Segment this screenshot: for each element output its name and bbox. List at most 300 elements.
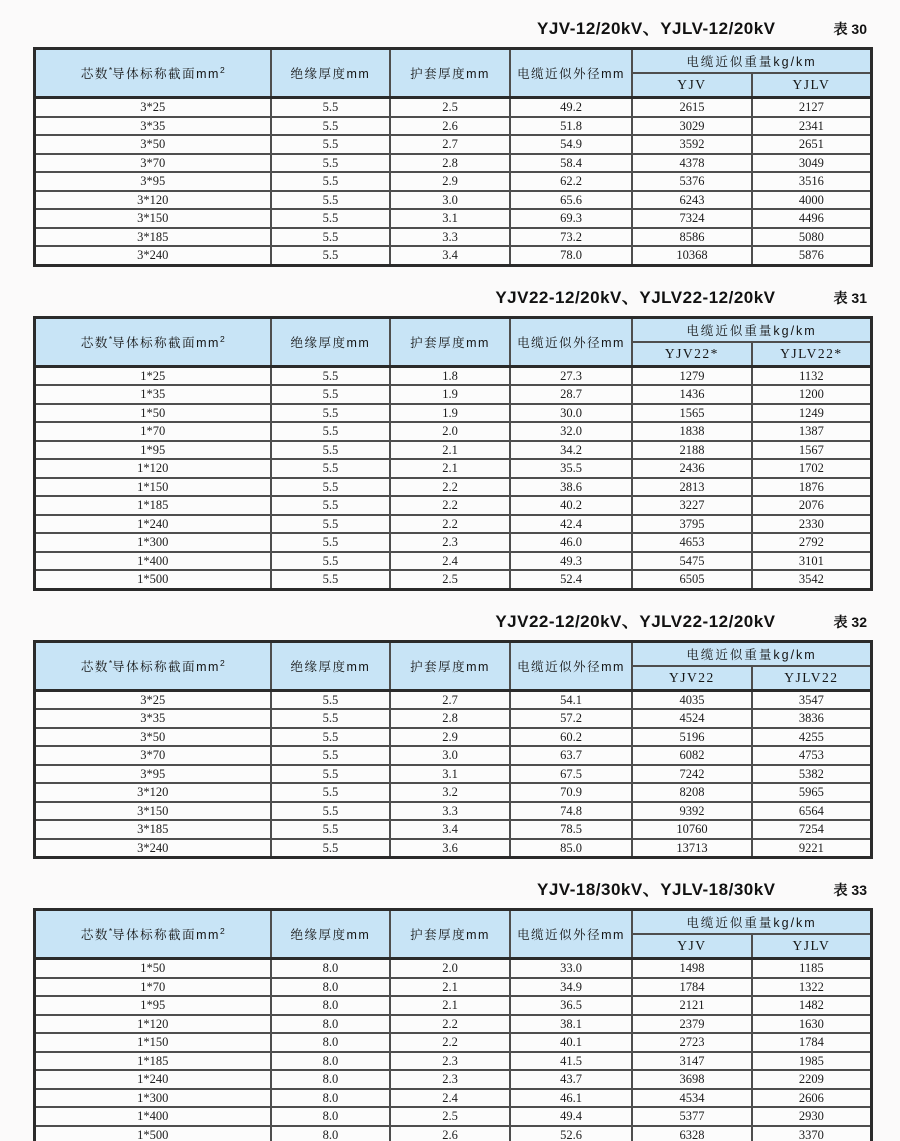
table-row bbox=[35, 117, 872, 136]
cell: 2606 bbox=[752, 1089, 872, 1108]
cell: 2188 bbox=[632, 441, 752, 460]
cell: 1630 bbox=[752, 1015, 872, 1034]
cell: 1567 bbox=[752, 441, 872, 460]
cell: 8.0 bbox=[271, 1070, 391, 1089]
col-header-approx-diameter: 电缆近似外径mm bbox=[510, 910, 632, 959]
table-section-33 bbox=[33, 875, 873, 1141]
cell: 5.5 bbox=[271, 839, 391, 858]
cell: 3227 bbox=[632, 496, 752, 515]
table-row bbox=[35, 246, 872, 265]
cell: 52.6 bbox=[510, 1126, 632, 1141]
cell: 54.1 bbox=[510, 690, 632, 709]
cell: 5.5 bbox=[271, 570, 391, 589]
table-title: YJV22-12/20kV、YJLV22-12/20kV bbox=[495, 611, 776, 631]
table-row bbox=[35, 172, 872, 191]
table-row bbox=[35, 496, 872, 515]
cell: 5.5 bbox=[271, 459, 391, 478]
core-section-superscript: 2 bbox=[219, 925, 225, 936]
cell: 3*25 bbox=[35, 690, 271, 709]
cell: 2.5 bbox=[390, 1107, 510, 1126]
cell: 2.0 bbox=[390, 422, 510, 441]
table-section-30 bbox=[33, 14, 873, 267]
col-header-sheath-thickness: 护套厚度mm bbox=[390, 49, 510, 98]
table-row bbox=[35, 404, 872, 423]
col-header-insulation-thickness: 绝缘厚度mm bbox=[271, 910, 391, 959]
cell: 3*240 bbox=[35, 246, 271, 265]
cell: 1498 bbox=[632, 959, 752, 978]
cell: 3.1 bbox=[390, 209, 510, 228]
cell: 4534 bbox=[632, 1089, 752, 1108]
cell: 5.5 bbox=[271, 422, 391, 441]
col-header-weight-type-right: YJLV bbox=[752, 73, 872, 98]
cell: 70.9 bbox=[510, 783, 632, 802]
cell: 3*50 bbox=[35, 135, 271, 154]
table-row bbox=[35, 459, 872, 478]
cell: 1*95 bbox=[35, 441, 271, 460]
cell: 4524 bbox=[632, 709, 752, 728]
cell: 3.3 bbox=[390, 228, 510, 247]
core-section-asterisk: * bbox=[108, 333, 113, 344]
cell: 2.3 bbox=[390, 533, 510, 552]
col-header-core-section bbox=[35, 317, 271, 366]
cell: 5.5 bbox=[271, 746, 391, 765]
cable-spec-table bbox=[33, 908, 873, 1141]
cable-spec-table bbox=[33, 316, 873, 591]
cell: 3*150 bbox=[35, 209, 271, 228]
cell: 3516 bbox=[752, 172, 872, 191]
cell: 2813 bbox=[632, 478, 752, 497]
cell: 7242 bbox=[632, 765, 752, 784]
cell: 9221 bbox=[752, 839, 872, 858]
cell: 2.4 bbox=[390, 1089, 510, 1108]
cell: 10368 bbox=[632, 246, 752, 265]
cell: 3836 bbox=[752, 709, 872, 728]
cell: 4653 bbox=[632, 533, 752, 552]
table-row bbox=[35, 783, 872, 802]
table-row bbox=[35, 98, 872, 117]
cell: 4000 bbox=[752, 191, 872, 210]
table-row bbox=[35, 570, 872, 589]
table-row bbox=[35, 478, 872, 497]
cell: 2.5 bbox=[390, 570, 510, 589]
cell: 5376 bbox=[632, 172, 752, 191]
col-header-approx-diameter: 电缆近似外径mm bbox=[510, 49, 632, 98]
cell: 8.0 bbox=[271, 1089, 391, 1108]
table-title-row bbox=[33, 607, 873, 633]
cell: 5.5 bbox=[271, 709, 391, 728]
cell: 5.5 bbox=[271, 404, 391, 423]
cell: 5.5 bbox=[271, 478, 391, 497]
cell: 8.0 bbox=[271, 1052, 391, 1071]
cell: 3*120 bbox=[35, 191, 271, 210]
cell: 1*500 bbox=[35, 1126, 271, 1141]
cell: 1*120 bbox=[35, 1015, 271, 1034]
cell: 1436 bbox=[632, 385, 752, 404]
cell: 34.9 bbox=[510, 978, 632, 997]
cell: 3.6 bbox=[390, 839, 510, 858]
table-title-row bbox=[33, 14, 873, 40]
cell: 3147 bbox=[632, 1052, 752, 1071]
cell: 1*70 bbox=[35, 978, 271, 997]
cell: 2.6 bbox=[390, 1126, 510, 1141]
cell: 2.5 bbox=[390, 98, 510, 117]
cell: 1985 bbox=[752, 1052, 872, 1071]
cell: 42.4 bbox=[510, 515, 632, 534]
cell: 3542 bbox=[752, 570, 872, 589]
col-header-weight-type-left: YJV bbox=[632, 73, 752, 98]
cell: 1*50 bbox=[35, 959, 271, 978]
cell: 3*50 bbox=[35, 728, 271, 747]
cell: 1702 bbox=[752, 459, 872, 478]
table-row bbox=[35, 366, 872, 385]
cell: 5.5 bbox=[271, 117, 391, 136]
cell: 5.5 bbox=[271, 246, 391, 265]
cell: 1*400 bbox=[35, 1107, 271, 1126]
col-header-approx-weight: 电缆近似重量kg/km bbox=[632, 49, 871, 74]
table-row bbox=[35, 135, 872, 154]
core-section-label-b: 导体标称截面mm bbox=[112, 659, 220, 674]
col-header-insulation-thickness: 绝缘厚度mm bbox=[271, 317, 391, 366]
cell: 2379 bbox=[632, 1015, 752, 1034]
cell: 2.4 bbox=[390, 552, 510, 571]
table-row bbox=[35, 385, 872, 404]
table-row bbox=[35, 1015, 872, 1034]
cell: 2651 bbox=[752, 135, 872, 154]
col-header-weight-type-right: YJLV bbox=[752, 934, 872, 959]
cell: 5.5 bbox=[271, 366, 391, 385]
cell: 3*185 bbox=[35, 820, 271, 839]
table-number-label: 表 30 bbox=[833, 21, 867, 37]
table-row bbox=[35, 728, 872, 747]
core-section-asterisk: * bbox=[108, 64, 113, 75]
cell: 5.5 bbox=[271, 209, 391, 228]
col-header-approx-diameter: 电缆近似外径mm bbox=[510, 317, 632, 366]
cell: 5.5 bbox=[271, 191, 391, 210]
cell: 27.3 bbox=[510, 366, 632, 385]
cell: 40.1 bbox=[510, 1033, 632, 1052]
cell: 69.3 bbox=[510, 209, 632, 228]
cell: 1*35 bbox=[35, 385, 271, 404]
cell: 3.3 bbox=[390, 802, 510, 821]
cell: 3.4 bbox=[390, 246, 510, 265]
cell: 3592 bbox=[632, 135, 752, 154]
cell: 5.5 bbox=[271, 765, 391, 784]
col-header-weight-type-left: YJV22* bbox=[632, 342, 752, 367]
cell: 1279 bbox=[632, 366, 752, 385]
cell: 41.5 bbox=[510, 1052, 632, 1071]
cell: 49.3 bbox=[510, 552, 632, 571]
cell: 1565 bbox=[632, 404, 752, 423]
cell: 2.7 bbox=[390, 690, 510, 709]
col-header-sheath-thickness: 护套厚度mm bbox=[390, 910, 510, 959]
cell: 1*300 bbox=[35, 1089, 271, 1108]
cell: 6243 bbox=[632, 191, 752, 210]
cell: 2.1 bbox=[390, 459, 510, 478]
cell: 5.5 bbox=[271, 515, 391, 534]
cell: 3795 bbox=[632, 515, 752, 534]
table-row bbox=[35, 533, 872, 552]
cell: 5080 bbox=[752, 228, 872, 247]
cell: 73.2 bbox=[510, 228, 632, 247]
table-row bbox=[35, 1107, 872, 1126]
cell: 5.5 bbox=[271, 135, 391, 154]
cell: 43.7 bbox=[510, 1070, 632, 1089]
cell: 49.2 bbox=[510, 98, 632, 117]
table-row bbox=[35, 959, 872, 978]
cell: 5.5 bbox=[271, 228, 391, 247]
core-section-label-a: 芯数 bbox=[80, 67, 109, 81]
core-section-label-b: 导体标称截面mm bbox=[112, 928, 220, 942]
cell: 58.4 bbox=[510, 154, 632, 173]
cell: 2.3 bbox=[390, 1052, 510, 1071]
table-row bbox=[35, 228, 872, 247]
cell: 78.0 bbox=[510, 246, 632, 265]
cell: 3.2 bbox=[390, 783, 510, 802]
cell: 38.6 bbox=[510, 478, 632, 497]
cell: 1*70 bbox=[35, 422, 271, 441]
cell: 1876 bbox=[752, 478, 872, 497]
core-section-label-b: 导体标称截面mm bbox=[112, 335, 220, 350]
cell: 3.1 bbox=[390, 765, 510, 784]
cell: 1*150 bbox=[35, 478, 271, 497]
table-title-row bbox=[33, 283, 873, 309]
cell: 52.4 bbox=[510, 570, 632, 589]
table-title: YJV-18/30kV、YJLV-18/30kV bbox=[537, 880, 776, 899]
cell: 6564 bbox=[752, 802, 872, 821]
cell: 6328 bbox=[632, 1126, 752, 1141]
cell: 7254 bbox=[752, 820, 872, 839]
cell: 3*185 bbox=[35, 228, 271, 247]
cell: 8.0 bbox=[271, 1015, 391, 1034]
cell: 8.0 bbox=[271, 1107, 391, 1126]
cell: 85.0 bbox=[510, 839, 632, 858]
table-row bbox=[35, 1070, 872, 1089]
cell: 3*95 bbox=[35, 765, 271, 784]
cell: 2341 bbox=[752, 117, 872, 136]
table-row bbox=[35, 422, 872, 441]
table-row bbox=[35, 1089, 872, 1108]
table-row bbox=[35, 978, 872, 997]
core-section-label-a: 芯数 bbox=[80, 659, 109, 674]
cell: 36.5 bbox=[510, 996, 632, 1015]
cell: 60.2 bbox=[510, 728, 632, 747]
cell: 1387 bbox=[752, 422, 872, 441]
cell: 1200 bbox=[752, 385, 872, 404]
cell: 1*185 bbox=[35, 1052, 271, 1071]
cell: 2792 bbox=[752, 533, 872, 552]
table-row bbox=[35, 1126, 872, 1141]
cell: 3*150 bbox=[35, 802, 271, 821]
cell: 54.9 bbox=[510, 135, 632, 154]
cell: 7324 bbox=[632, 209, 752, 228]
col-header-insulation-thickness: 绝缘厚度mm bbox=[271, 641, 391, 690]
table-row bbox=[35, 552, 872, 571]
table-title: YJV-12/20kV、YJLV-12/20kV bbox=[537, 19, 776, 38]
cell: 2.2 bbox=[390, 1015, 510, 1034]
col-header-approx-diameter: 电缆近似外径mm bbox=[510, 641, 632, 690]
cell: 74.8 bbox=[510, 802, 632, 821]
cell: 5.5 bbox=[271, 802, 391, 821]
cell: 4496 bbox=[752, 209, 872, 228]
col-header-approx-weight: 电缆近似重量kg/km bbox=[632, 641, 871, 666]
cell: 1132 bbox=[752, 366, 872, 385]
cell: 8.0 bbox=[271, 1033, 391, 1052]
cell: 9392 bbox=[632, 802, 752, 821]
cell: 2209 bbox=[752, 1070, 872, 1089]
cell: 3*70 bbox=[35, 746, 271, 765]
table-row bbox=[35, 802, 872, 821]
cell: 46.1 bbox=[510, 1089, 632, 1108]
cell: 34.2 bbox=[510, 441, 632, 460]
cell: 1*300 bbox=[35, 533, 271, 552]
cell: 8.0 bbox=[271, 996, 391, 1015]
cell: 1.8 bbox=[390, 366, 510, 385]
core-section-asterisk: * bbox=[108, 925, 113, 936]
cell: 62.2 bbox=[510, 172, 632, 191]
cell: 4753 bbox=[752, 746, 872, 765]
cell: 3.0 bbox=[390, 746, 510, 765]
table-title-row bbox=[33, 875, 873, 901]
table-row bbox=[35, 746, 872, 765]
cell: 2127 bbox=[752, 98, 872, 117]
table-number-label: 表 32 bbox=[833, 613, 867, 630]
cell: 28.7 bbox=[510, 385, 632, 404]
cell: 2076 bbox=[752, 496, 872, 515]
cell: 1784 bbox=[632, 978, 752, 997]
col-header-sheath-thickness: 护套厚度mm bbox=[390, 641, 510, 690]
cell: 2.1 bbox=[390, 978, 510, 997]
col-header-weight-type-left: YJV22 bbox=[632, 666, 752, 691]
table-row bbox=[35, 709, 872, 728]
cell: 1482 bbox=[752, 996, 872, 1015]
cell: 5196 bbox=[632, 728, 752, 747]
table-number-label: 表 33 bbox=[833, 882, 867, 898]
cell: 1.9 bbox=[390, 385, 510, 404]
cell: 2330 bbox=[752, 515, 872, 534]
cell: 65.6 bbox=[510, 191, 632, 210]
col-header-approx-weight: 电缆近似重量kg/km bbox=[632, 910, 871, 935]
cell: 1*240 bbox=[35, 1070, 271, 1089]
cell: 3*120 bbox=[35, 783, 271, 802]
cell: 3*240 bbox=[35, 839, 271, 858]
cell: 30.0 bbox=[510, 404, 632, 423]
table-row bbox=[35, 1033, 872, 1052]
cell: 2930 bbox=[752, 1107, 872, 1126]
cell: 8.0 bbox=[271, 959, 391, 978]
col-header-weight-type-right: YJLV22* bbox=[752, 342, 872, 367]
cell: 63.7 bbox=[510, 746, 632, 765]
cell: 2.2 bbox=[390, 478, 510, 497]
table-row bbox=[35, 209, 872, 228]
cell: 1185 bbox=[752, 959, 872, 978]
table-row bbox=[35, 191, 872, 210]
cell: 1*240 bbox=[35, 515, 271, 534]
core-section-label-b: 导体标称截面mm bbox=[112, 67, 220, 81]
cell: 4035 bbox=[632, 690, 752, 709]
cell: 2.9 bbox=[390, 172, 510, 191]
cell: 57.2 bbox=[510, 709, 632, 728]
cell: 2.8 bbox=[390, 154, 510, 173]
col-header-approx-weight: 电缆近似重量kg/km bbox=[632, 317, 871, 342]
cell: 2.9 bbox=[390, 728, 510, 747]
cell: 5.5 bbox=[271, 533, 391, 552]
col-header-sheath-thickness: 护套厚度mm bbox=[390, 317, 510, 366]
table-title: YJV22-12/20kV、YJLV22-12/20kV bbox=[495, 287, 776, 307]
cell: 3*35 bbox=[35, 117, 271, 136]
table-number-label: 表 31 bbox=[833, 289, 867, 306]
cell: 3.0 bbox=[390, 191, 510, 210]
cable-spec-table bbox=[33, 47, 873, 267]
cell: 5.5 bbox=[271, 441, 391, 460]
table-row bbox=[35, 690, 872, 709]
cell: 1*500 bbox=[35, 570, 271, 589]
table-row bbox=[35, 839, 872, 858]
core-section-superscript: 2 bbox=[219, 333, 225, 344]
cell: 5.5 bbox=[271, 98, 391, 117]
core-section-label-a: 芯数 bbox=[80, 928, 109, 942]
cell: 2.1 bbox=[390, 996, 510, 1015]
cell: 4255 bbox=[752, 728, 872, 747]
cell: 1*120 bbox=[35, 459, 271, 478]
cell: 78.5 bbox=[510, 820, 632, 839]
cell: 2.2 bbox=[390, 496, 510, 515]
cell: 3.4 bbox=[390, 820, 510, 839]
table-row bbox=[35, 441, 872, 460]
cell: 1*400 bbox=[35, 552, 271, 571]
cell: 3*35 bbox=[35, 709, 271, 728]
cell: 1*25 bbox=[35, 366, 271, 385]
cell: 3547 bbox=[752, 690, 872, 709]
col-header-insulation-thickness: 绝缘厚度mm bbox=[271, 49, 391, 98]
cell: 3*70 bbox=[35, 154, 271, 173]
cell: 3698 bbox=[632, 1070, 752, 1089]
cell: 8.0 bbox=[271, 978, 391, 997]
cell: 46.0 bbox=[510, 533, 632, 552]
cell: 5876 bbox=[752, 246, 872, 265]
cell: 6505 bbox=[632, 570, 752, 589]
cell: 1249 bbox=[752, 404, 872, 423]
cell: 1784 bbox=[752, 1033, 872, 1052]
cell: 3049 bbox=[752, 154, 872, 173]
cell: 2.2 bbox=[390, 1033, 510, 1052]
cell: 2615 bbox=[632, 98, 752, 117]
cell: 8.0 bbox=[271, 1126, 391, 1141]
cell: 1*50 bbox=[35, 404, 271, 423]
cell: 5.5 bbox=[271, 783, 391, 802]
cell: 1322 bbox=[752, 978, 872, 997]
cell: 2.7 bbox=[390, 135, 510, 154]
col-header-core-section bbox=[35, 910, 271, 959]
cell: 2.0 bbox=[390, 959, 510, 978]
cell: 5.5 bbox=[271, 728, 391, 747]
cell: 13713 bbox=[632, 839, 752, 858]
table-row bbox=[35, 765, 872, 784]
cell: 5.5 bbox=[271, 172, 391, 191]
cell: 40.2 bbox=[510, 496, 632, 515]
table-row bbox=[35, 820, 872, 839]
cell: 1*185 bbox=[35, 496, 271, 515]
cell: 35.5 bbox=[510, 459, 632, 478]
cell: 2.3 bbox=[390, 1070, 510, 1089]
cell: 2.1 bbox=[390, 441, 510, 460]
cell: 3370 bbox=[752, 1126, 872, 1141]
table-row bbox=[35, 154, 872, 173]
col-header-core-section bbox=[35, 49, 271, 98]
cell: 67.5 bbox=[510, 765, 632, 784]
cell: 2.2 bbox=[390, 515, 510, 534]
cell: 49.4 bbox=[510, 1107, 632, 1126]
col-header-weight-type-left: YJV bbox=[632, 934, 752, 959]
